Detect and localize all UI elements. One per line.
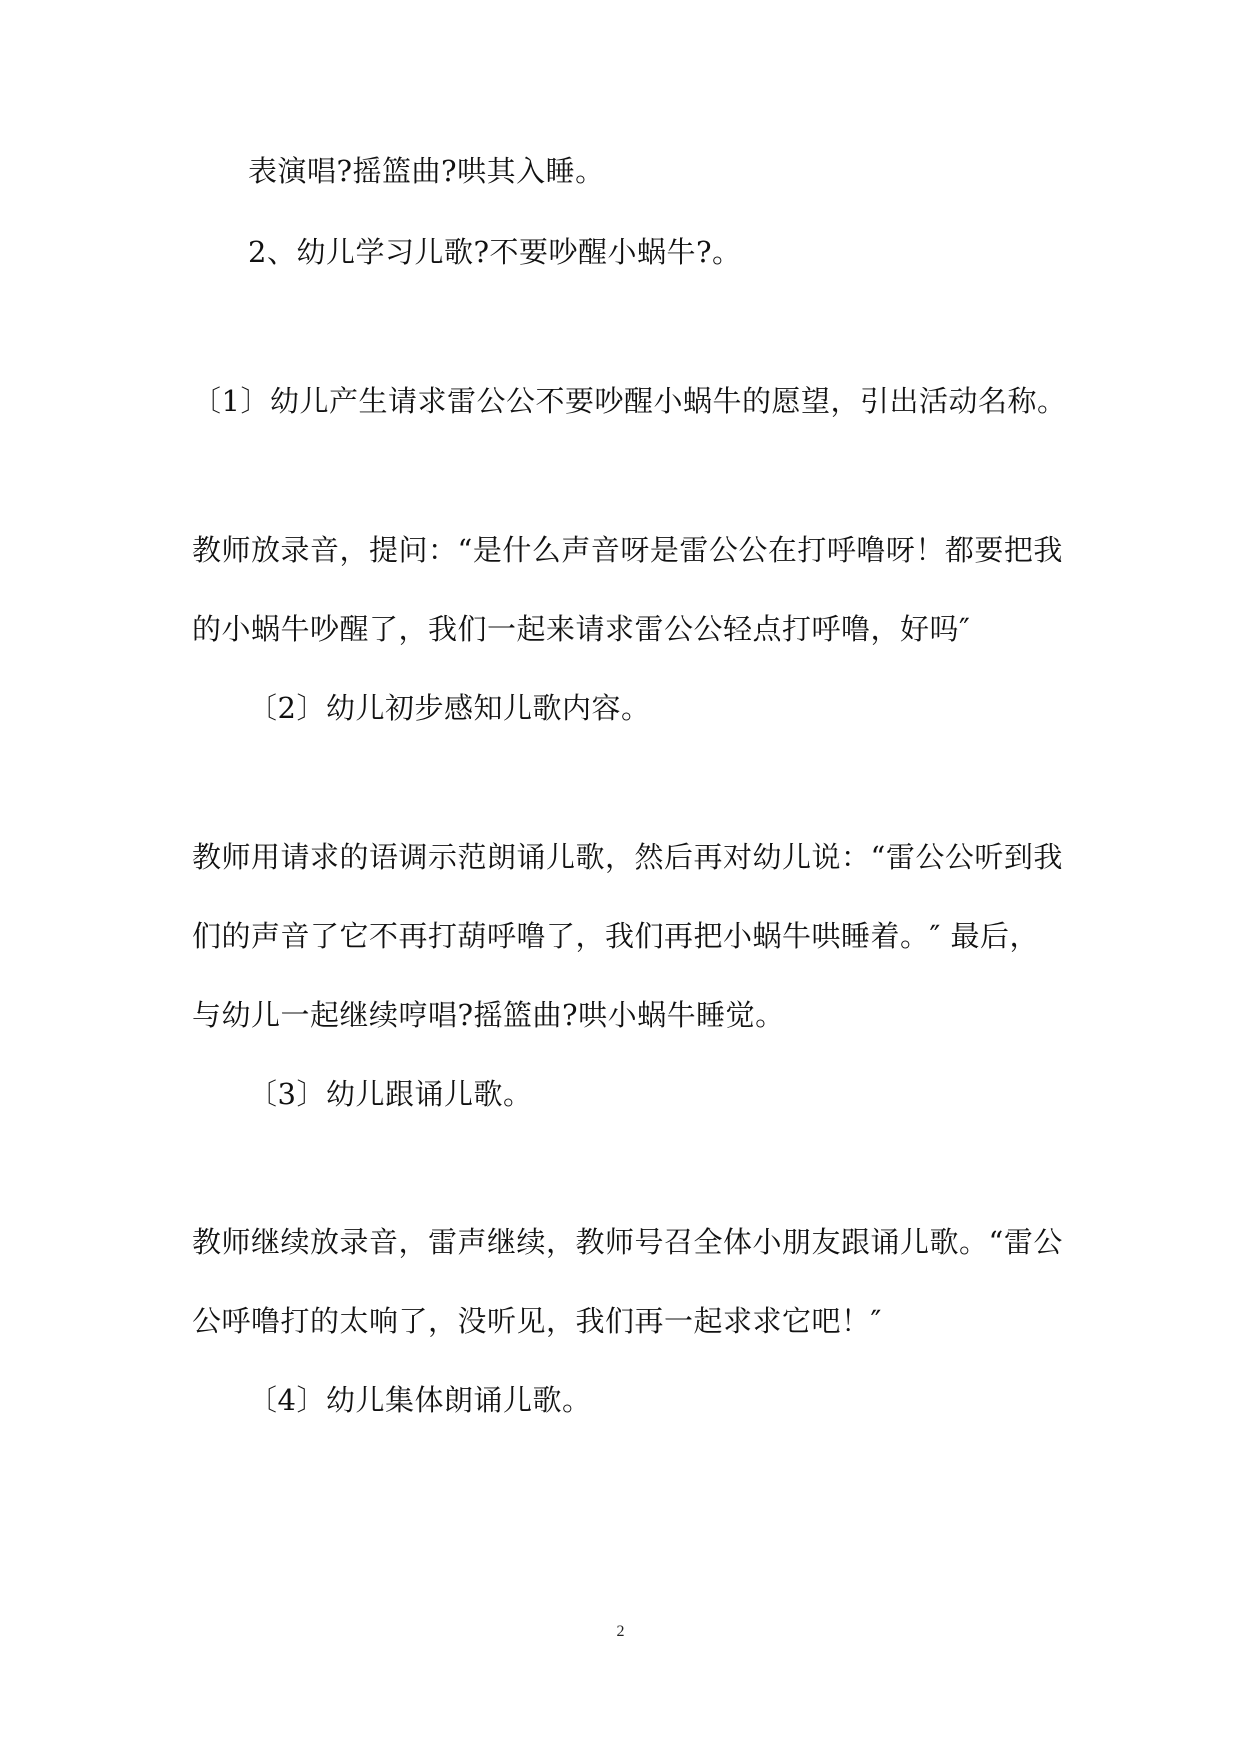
text-line-8: 们的声音了它不再打葫呼噜了，我们再把小蜗牛哄睡着。″ 最后， (192, 919, 1040, 953)
text-line-6: 〔2〕幼儿初步感知儿歌内容。 (248, 691, 651, 725)
text-line-1: 表演唱?摇篮曲?哄其入睡。 (248, 154, 605, 188)
text-line-4: 教师放录音，提问：“是什么声音呀是雷公公在打呼噜呀！都要把我 (192, 533, 1063, 567)
text-line-3: 〔1〕幼儿产生请求雷公公不要吵醒小蜗牛的愿望，引出活动名称。 (192, 384, 1067, 418)
text-line-10: 〔3〕幼儿跟诵儿歌。 (248, 1077, 533, 1111)
text-line-7: 教师用请求的语调示范朗诵儿歌，然后再对幼儿说：“雷公公听到我 (192, 840, 1063, 874)
text-line-9: 与幼儿一起继续哼唱?摇篮曲?哄小蜗牛睡觉。 (192, 998, 785, 1032)
text-line-5: 的小蜗牛吵醒了，我们一起来请求雷公公轻点打呼噜，好吗″ (192, 612, 971, 646)
page-number: 2 (616, 1623, 625, 1640)
text-line-2: 2、幼儿学习儿歌?不要吵醒小蜗牛?。 (248, 235, 742, 269)
text-line-13: 〔4〕幼儿集体朗诵儿歌。 (248, 1383, 592, 1417)
text-line-12: 公呼噜打的太响了，没听见，我们再一起求求它吧！″ (192, 1304, 882, 1338)
text-line-11: 教师继续放录音，雷声继续，教师号召全体小朋友跟诵儿歌。“雷公 (192, 1225, 1063, 1259)
